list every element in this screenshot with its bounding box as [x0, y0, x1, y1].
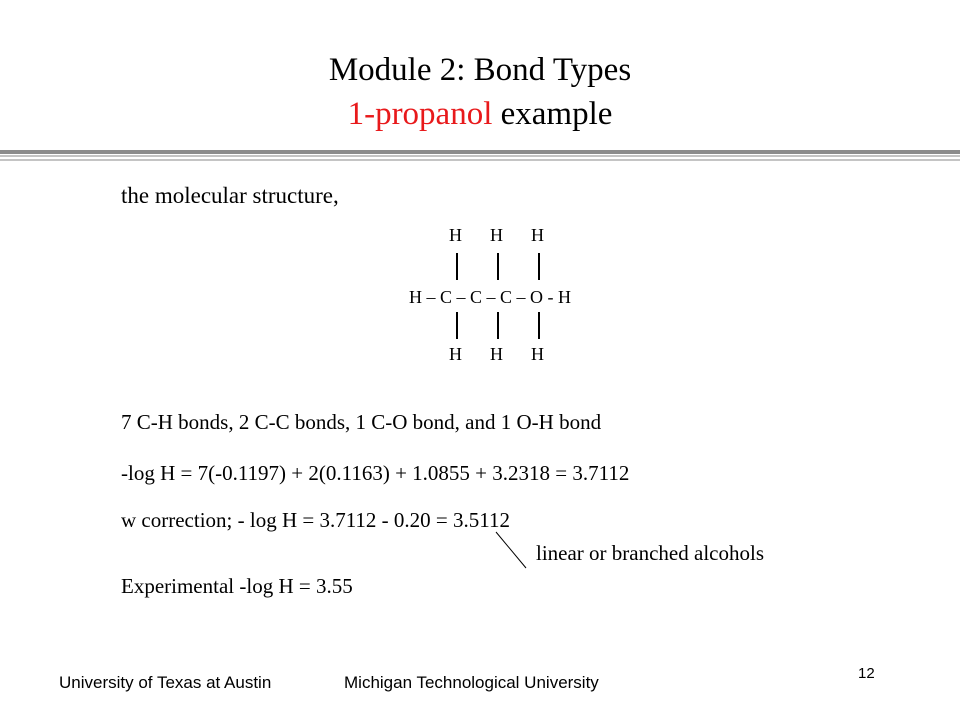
bond-line-bottom-2 [497, 312, 499, 339]
slide-title [0, 50, 960, 90]
intro-text: the molecular structure, [121, 183, 339, 208]
top-h-1: H [449, 225, 462, 245]
top-h-3: H [531, 225, 544, 245]
carbon-chain: H – C – C – C – O - H [409, 287, 572, 307]
bottom-h-3: H [531, 344, 544, 364]
footer-left: University of Texas at Austin [59, 673, 272, 692]
experimental-text: Experimental -log H = 3.55 [121, 574, 353, 598]
bottom-h-2: H [490, 344, 503, 364]
bond-line-top-1 [456, 253, 458, 280]
title-highlight: 1-propanol [347, 96, 493, 132]
footer-right: Michigan Technological University [344, 673, 599, 692]
bond-line-top-3 [538, 253, 540, 280]
bond-line-bottom-1 [456, 312, 458, 339]
title-line2-rest: example [492, 96, 613, 132]
page-number: 12 [858, 665, 875, 682]
annotation-pointer-line [494, 530, 530, 572]
bottom-h-1: H [449, 344, 462, 364]
log-h-equation: -log H = 7(-0.1197) + 2(0.1163) + 1.0855 + 3.2318 = 3.7112 [121, 461, 630, 485]
correction-equation: w correction; - log H = 3.7112 - 0.20 = 3.5112 [121, 508, 510, 532]
top-h-2: H [490, 225, 503, 245]
bond-line-bottom-3 [538, 312, 540, 339]
title-divider [0, 150, 960, 164]
bond-count-text: 7 C-H bonds, 2 C-C bonds, 1 C-O bond, and 1 O-H bond [121, 410, 602, 434]
annotation-text: linear or branched alcohols [536, 541, 764, 565]
bond-line-top-2 [497, 253, 499, 280]
title-line1: Module 2: Bond Types [328, 52, 632, 88]
slide-subtitle [0, 94, 960, 134]
